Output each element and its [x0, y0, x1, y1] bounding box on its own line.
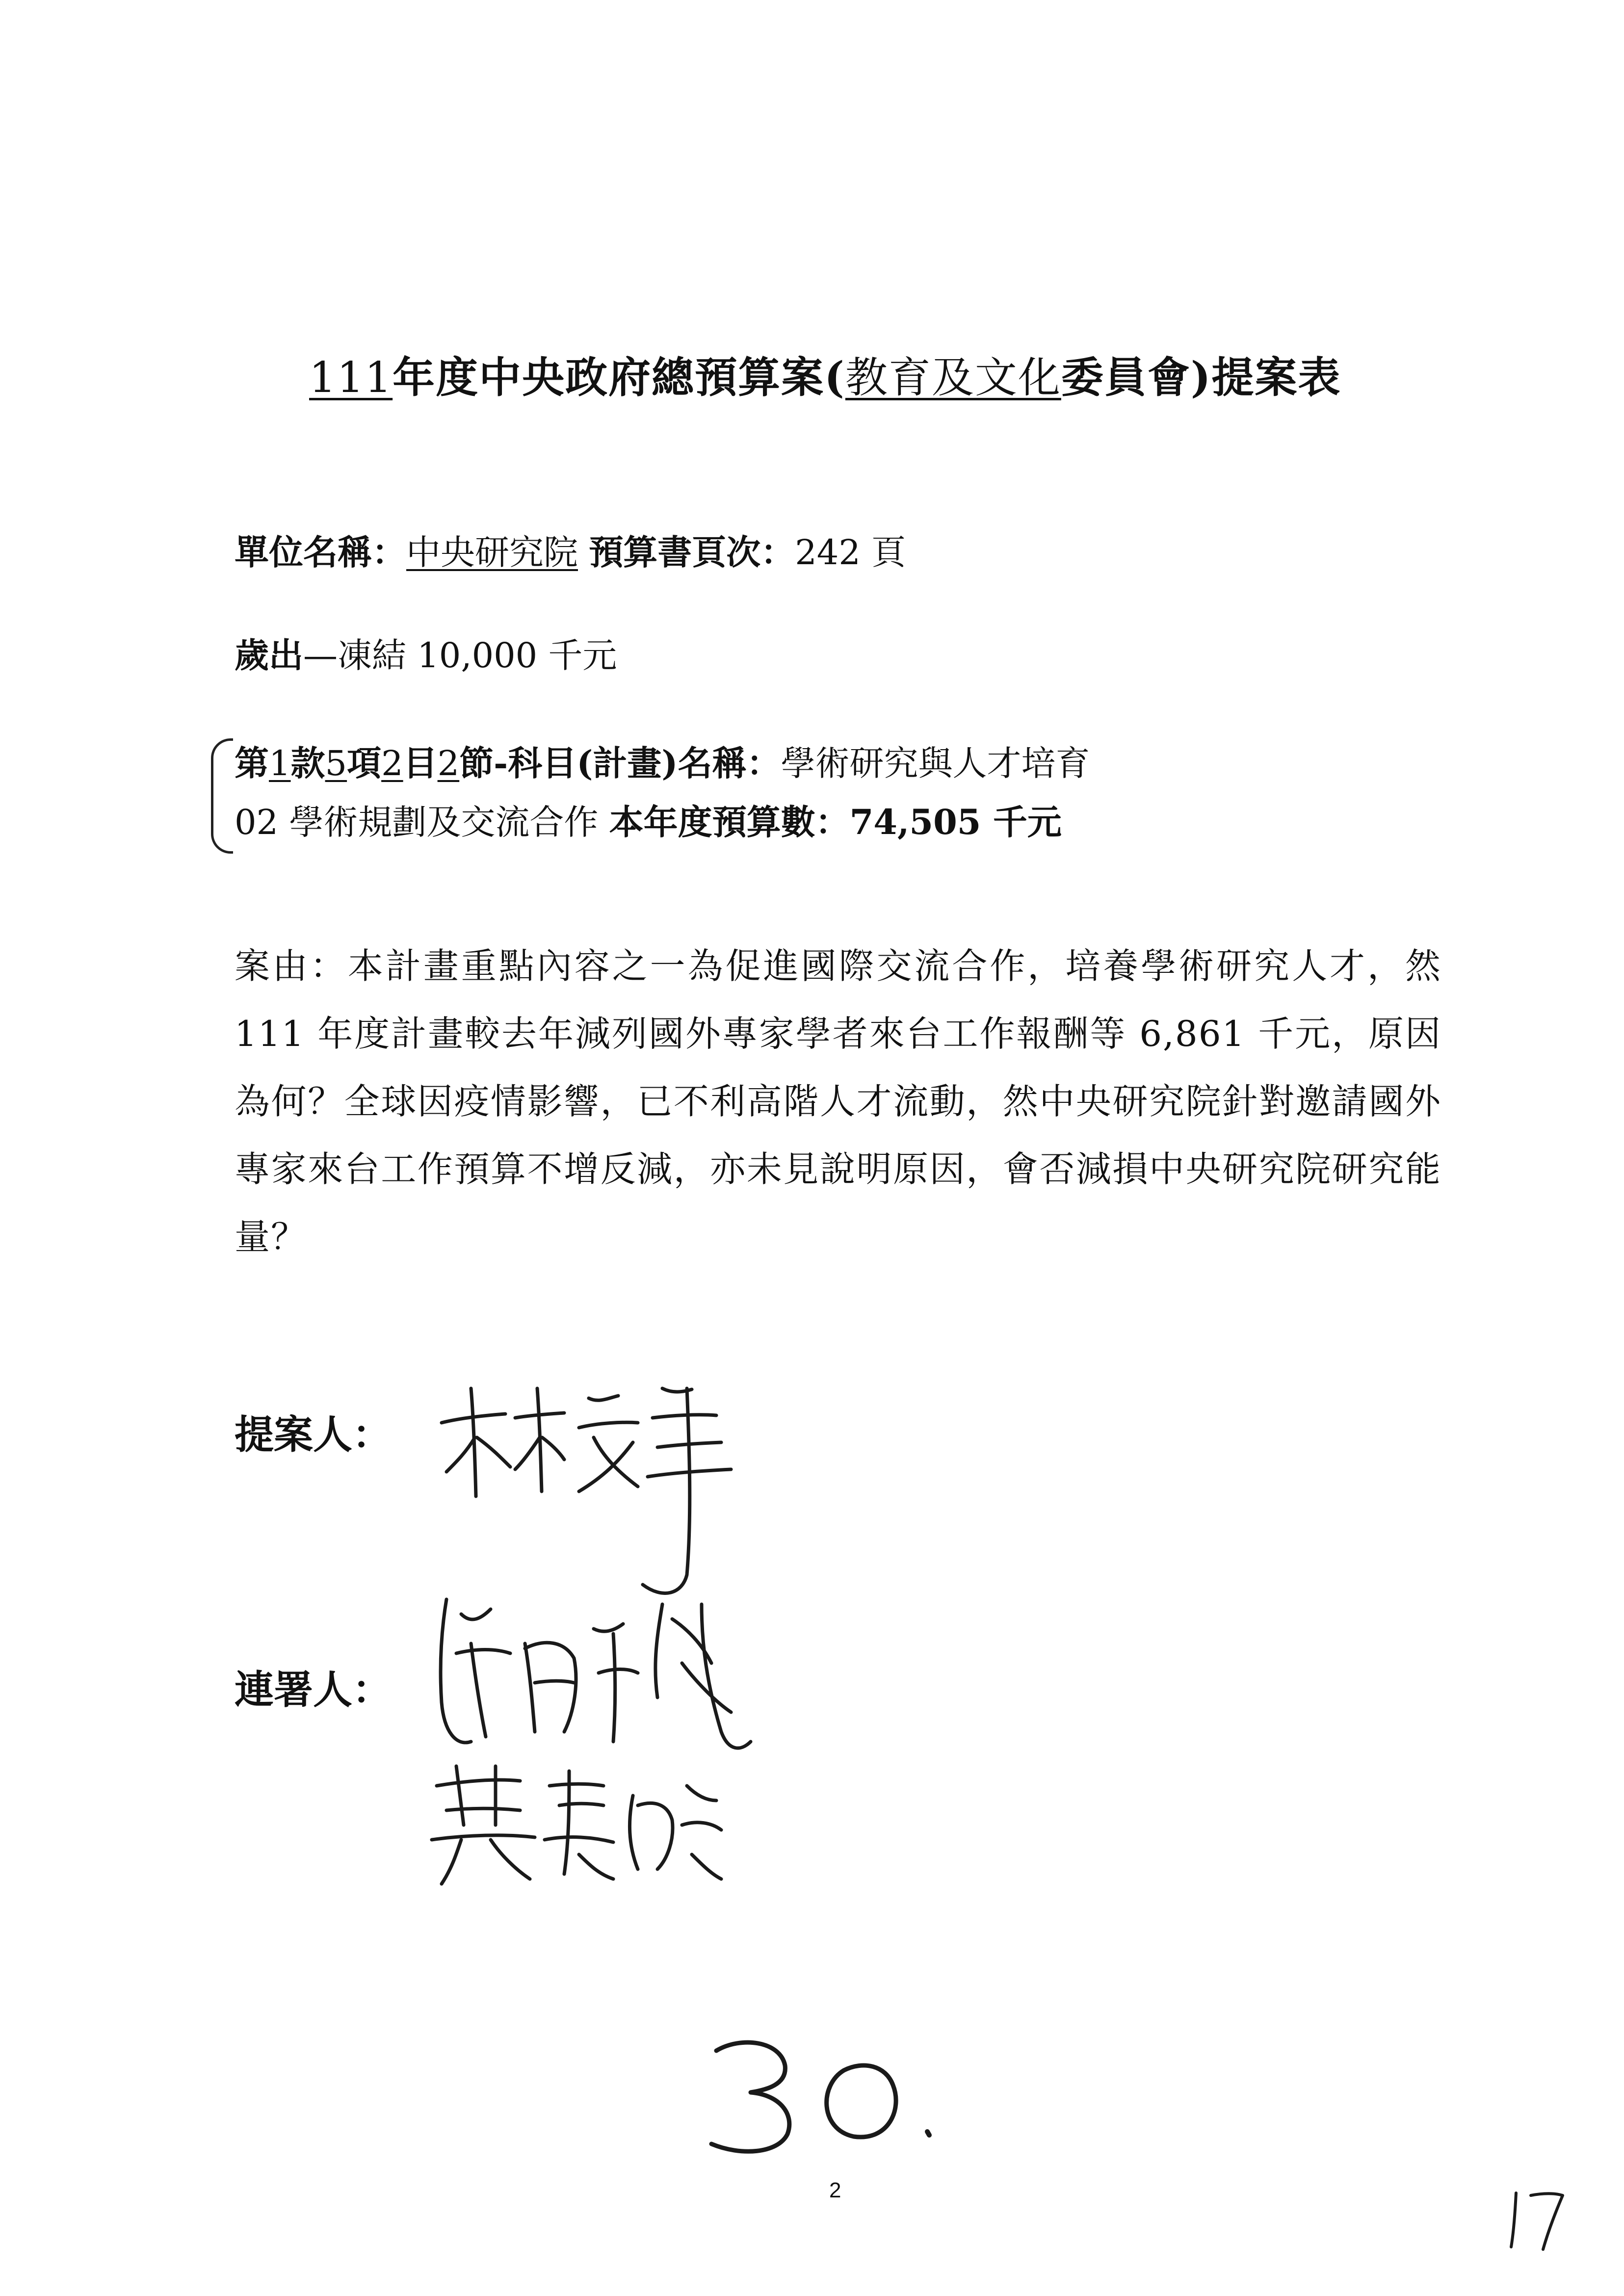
subject-mu-label: 目 — [403, 743, 438, 783]
unit-label: 單位名稱： — [235, 532, 406, 573]
page-label: 預算書頁次： — [589, 532, 795, 573]
subject-xiang: 5 — [325, 743, 347, 783]
subject-jie-label: 節-科目(計畫)名稱： — [459, 743, 781, 783]
corner-mark — [1501, 2183, 1570, 2257]
subject-mu: 2 — [381, 743, 403, 783]
handwritten-number — [697, 2031, 962, 2159]
unit-row — [235, 525, 906, 574]
proposer-label: 提案人： — [235, 1411, 392, 1458]
case-paragraph: 案由：本計畫重點內容之一為促進國際交流合作，培養學術研究人才，然 111 年度計畫較去年減列國外專家學者來台工作報酬等 6,861 千元，原因為何？全球因疫情影響，已不利高階人才流動，然中央研究院針對邀請國外專家來台工作預算不增反減，亦未見說明原因，會否減損中央研究院研究能量？ — [235, 945, 1441, 1257]
subject-kuan: 1 — [269, 743, 291, 783]
subject-name-line1: 學術研究與人才培育 — [781, 743, 1090, 783]
title-part1: 年度中央政府總預算案( — [393, 353, 845, 402]
page-number: 2 — [829, 2178, 841, 2202]
subject-bracket — [211, 738, 233, 854]
cosigner-signature-2 — [422, 1756, 726, 1894]
subject-xiang-label: 項 — [347, 743, 382, 783]
expenditure-row — [235, 628, 617, 678]
expenditure-label: 歲出 — [235, 635, 303, 676]
subject-prefix: 第 — [235, 743, 269, 783]
subject-jie: 2 — [437, 743, 460, 783]
title-year: 111 — [309, 353, 393, 402]
page-value: 242 頁 — [795, 532, 906, 573]
title-committee: 教育及文化 — [845, 353, 1061, 402]
unit-name: 中央研究院 — [406, 532, 578, 573]
cosigner-label: 連署人： — [235, 1667, 392, 1713]
title-part2: 委員會)提案表 — [1061, 353, 1341, 402]
expenditure-value: —凍結 10,000 千元 — [303, 635, 617, 676]
subject-line-2 — [235, 795, 1062, 844]
budget-amount: 本年度預算數：74,505 千元 — [609, 802, 1062, 842]
proposer-signature — [432, 1369, 746, 1604]
document-title — [309, 343, 1341, 404]
subject-kuan-label: 款 — [290, 743, 325, 783]
cosigner-signature-1 — [427, 1585, 760, 1761]
subject-name-line2: 02 學術規劃及交流合作 — [235, 802, 599, 842]
subject-line-1 — [235, 736, 1090, 785]
